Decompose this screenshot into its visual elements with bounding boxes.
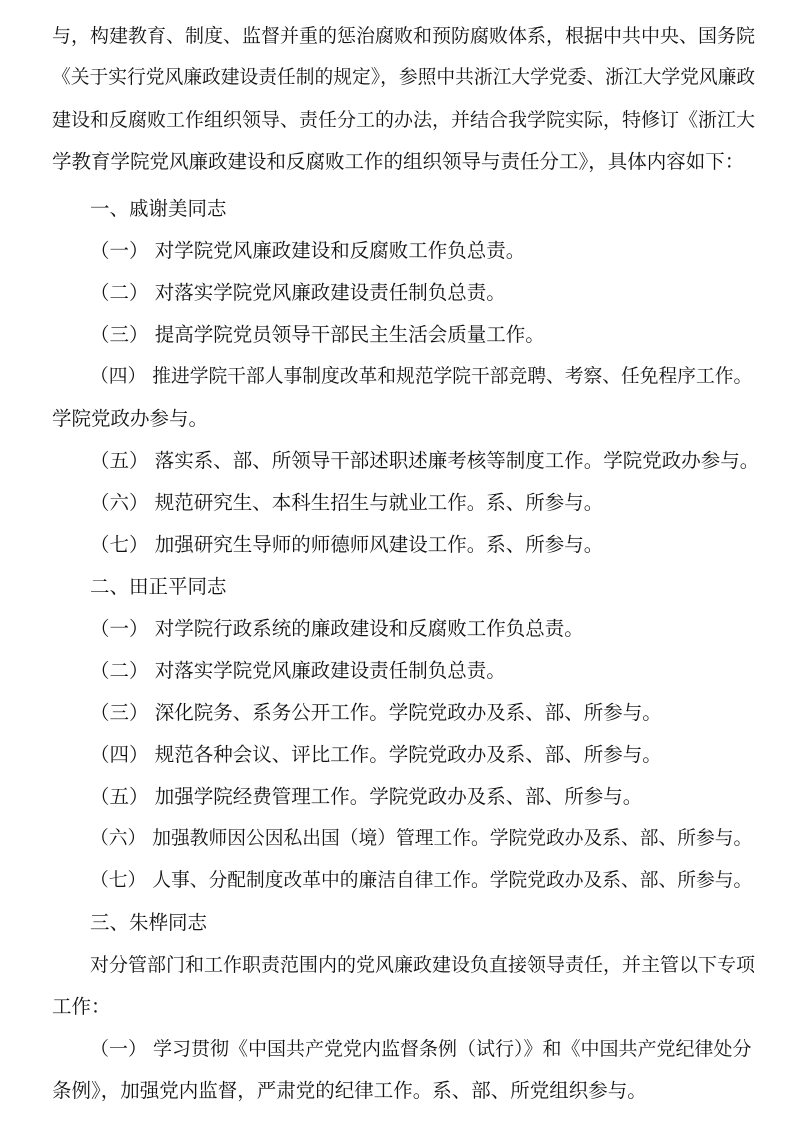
list-item: （七） 人事、分配制度改革中的廉洁自律工作。学院党政办及系、部、所参与。 [90, 870, 753, 891]
intro-line: 《关于实行党风廉政建设责任制的规定》，参照中共浙江大学党委、浙江大学党风廉政 [52, 67, 756, 88]
list-item: （一） 学习贯彻《中国共产党党内监督条例（试行）》和《中国共产党纪律处分 [90, 1038, 752, 1060]
list-item: （二） 对落实学院党风廉政建设责任制负总责。 [90, 281, 506, 304]
intro-line: 与，构建教育、制度、监督并重的惩治腐败和预防腐败体系，根据中共中央、国务院 [52, 25, 756, 47]
section-3-intro: 工作： [52, 995, 111, 1018]
list-item: （一） 对学院党风廉政建设和反腐败工作负总责。 [90, 239, 526, 262]
section-2-heading: 二、田正平同志 [90, 575, 227, 598]
list-item: （五） 加强学院经费管理工作。学院党政办及系、部、所参与。 [90, 785, 643, 808]
list-item: （六） 规范研究生、本科生招生与就业工作。系、所参与。 [90, 491, 604, 514]
list-item: （三） 深化院务、系务公开工作。学院党政办及系、部、所参与。 [90, 701, 662, 724]
list-item: （二） 对落实学院党风廉政建设责任制负总责。 [90, 659, 506, 682]
list-item: （五） 落实系、部、所领导干部述职述廉考核等制度工作。学院党政办参与。 [90, 449, 760, 472]
list-item: （七） 加强研究生导师的师德师风建设工作。系、所参与。 [90, 533, 604, 556]
intro-line: 学教育学院党风廉政建设和反腐败工作的组织领导与责任分工》，具体内容如下： [52, 150, 745, 173]
section-1-heading: 一、戚谢美同志 [90, 197, 227, 220]
list-item-continuation: 学院党政办参与。 [52, 407, 209, 430]
section-3-intro: 对分管部门和工作职责范围内的党风廉政建设负直接领导责任，并主管以下专项 [90, 954, 756, 976]
list-item: （三） 提高学院党员领导干部民主生活会质量工作。 [90, 323, 545, 346]
list-item: （六） 加强教师因公因私出国（境）管理工作。学院党政办及系、部、所参与。 [90, 828, 753, 849]
list-item: （一） 对学院行政系统的廉政建设和反腐败工作负总责。 [90, 617, 584, 640]
intro-line: 建设和反腐败工作组织领导、责任分工的办法，并结合我学院实际，特修订《浙江大 [52, 109, 756, 131]
list-item: （四） 规范各种会议、评比工作。学院党政办及系、部、所参与。 [90, 743, 662, 766]
list-item: （四） 推进学院干部人事制度改革和规范学院干部竞聘、考察、任免程序工作。 [90, 366, 753, 387]
list-item-continuation: 条例》，加强党内监督，严肃党的纪律工作。系、部、所党组织参与。 [52, 1079, 647, 1102]
section-3-heading: 三、朱桦同志 [90, 911, 208, 934]
